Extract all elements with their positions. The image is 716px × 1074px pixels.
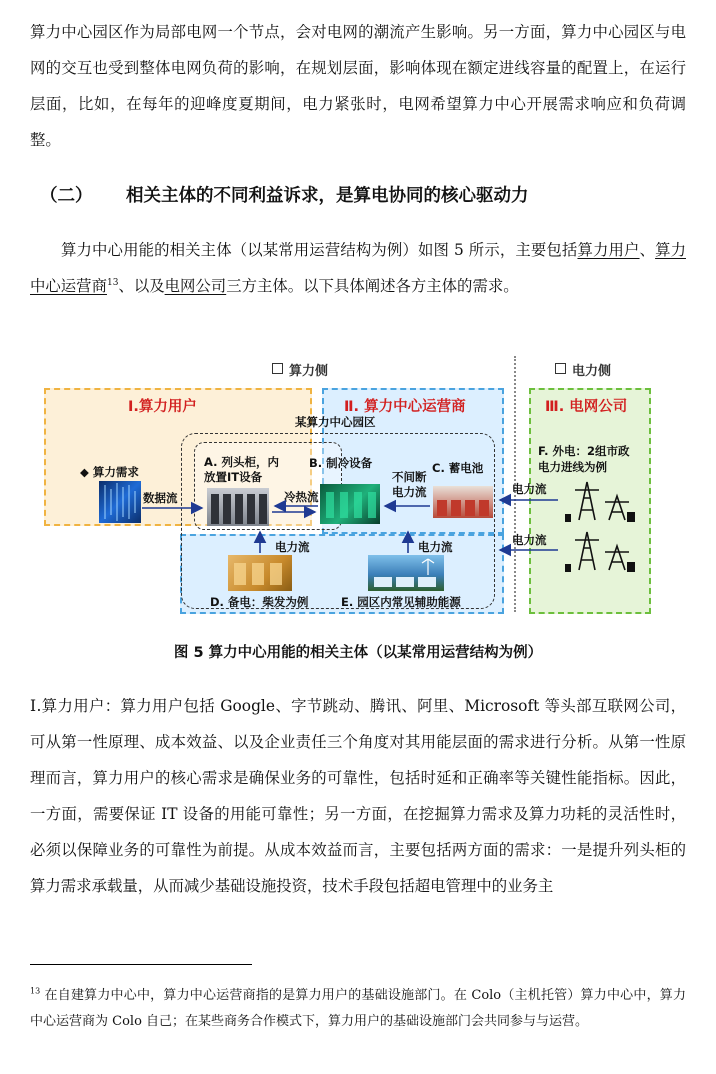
footnote-text: 在自建算力中心中，算力中心运营商指的是算力用户的基础设施部门。在 Colo（主机托管）算力中心中，算力中心运营商为 Colo 自己；在某些商务合作模式下，算力用户的基础设施部门会共同参与与运营。 <box>30 988 686 1029</box>
footnote-ref[interactable]: 13 <box>106 277 119 288</box>
section-number: （二） <box>40 186 93 206</box>
footnote <box>30 983 686 1035</box>
grid-company-title: Ⅲ. 电网公司 <box>545 399 628 415</box>
external-power-label: F. 外电：2组市政 电力进线为例 <box>538 444 630 474</box>
power-flow-label-backup: 电力流 <box>275 540 310 554</box>
backup-power-label: D. 备电：柴发为例 <box>210 595 309 609</box>
footnote-rule <box>30 964 252 965</box>
p2-text-a: 算力中心用能的相关主体（以某常用运营结构为例）如图 5 所示，主要包括 <box>61 241 578 259</box>
link-compute-user: 算力用户 <box>577 241 640 259</box>
power-flow-label-grid-1: 电力流 <box>512 482 547 496</box>
operator-title: Ⅱ. 算力中心运营商 <box>344 399 466 415</box>
compute-side-header: 算力侧 <box>272 360 328 379</box>
data-flow-label: 数据流 <box>143 491 178 505</box>
heat-flow-label: 冷热流 <box>284 490 319 504</box>
link-compute-operator: 算力中心运营商 <box>30 241 686 295</box>
power-side-header: 电力侧 <box>555 360 611 379</box>
cooling-label: B. 制冷设备 <box>309 456 373 470</box>
p2-text-b: 三方主体。以下具体阐述各方主体的需求。 <box>226 277 519 295</box>
footnote-number: 13 <box>30 986 41 996</box>
park-title: 某算力中心园区 <box>295 415 376 429</box>
figure-caption: 图 5 算力中心用能的相关主体（以某常用运营结构为例） <box>173 645 543 661</box>
battery-label: C. 蓄电池 <box>432 461 484 475</box>
p2-sep: 、 <box>639 241 656 259</box>
power-flow-label-aux: 电力流 <box>418 540 453 554</box>
power-flow-label-grid-2: 电力流 <box>512 533 547 547</box>
uninterrupted-power-label: 不间断 电力流 <box>392 470 427 499</box>
link-grid-company: 电网公司 <box>164 277 227 295</box>
p2-sep2: 、以及 <box>118 277 165 295</box>
compute-user-title: Ⅰ.算力用户 <box>128 399 197 415</box>
compute-user-paragraph: Ⅰ.算力用户：算力用户包括 Google、字节跳动、腾讯、阿里、Microsoft 等头部互联网公司，可从第一性原理、成本效益、以及企业责任三个角度对其用能层面的需求进行分析。从第一性原理而言，算力用户的核心需求是确保业务的可靠性，包括时延和正确率等关键性能指标。因此，一方面，需要保证 IT 设备的用能可靠性；另一方面，在挖掘算力需求及算力功耗的灵活性时，必须以保障业务的可靠性为前提。从成本效益而言，主要包括两方面的需求：一是提升列头柜的算力需求承载量，从而减少基础设施投资，技术手段包括超电管理中的业务主 <box>30 697 686 895</box>
aux-energy-label: E. 园区内常见辅助能源 <box>341 595 461 609</box>
section-title: 相关主体的不同利益诉求，是算电协同的核心驱动力 <box>126 186 529 206</box>
compute-demand-label: ◆ 算力需求 <box>80 465 139 479</box>
rack-label: A. 列头柜，内 放置IT设备 <box>204 455 279 484</box>
intro-paragraph: 算力中心园区作为局部电网一个节点，会对电网的潮流产生影响。另一方面，算力中心园区与电网的交互也受到整体电网负荷的影响，在规划层面，影响体现在额定进线容量的配置上，在运行层面，比如，在每年的迎峰度夏期间，电力紧张时，电网希望算力中心开展需求响应和负荷调整。 <box>30 23 686 149</box>
